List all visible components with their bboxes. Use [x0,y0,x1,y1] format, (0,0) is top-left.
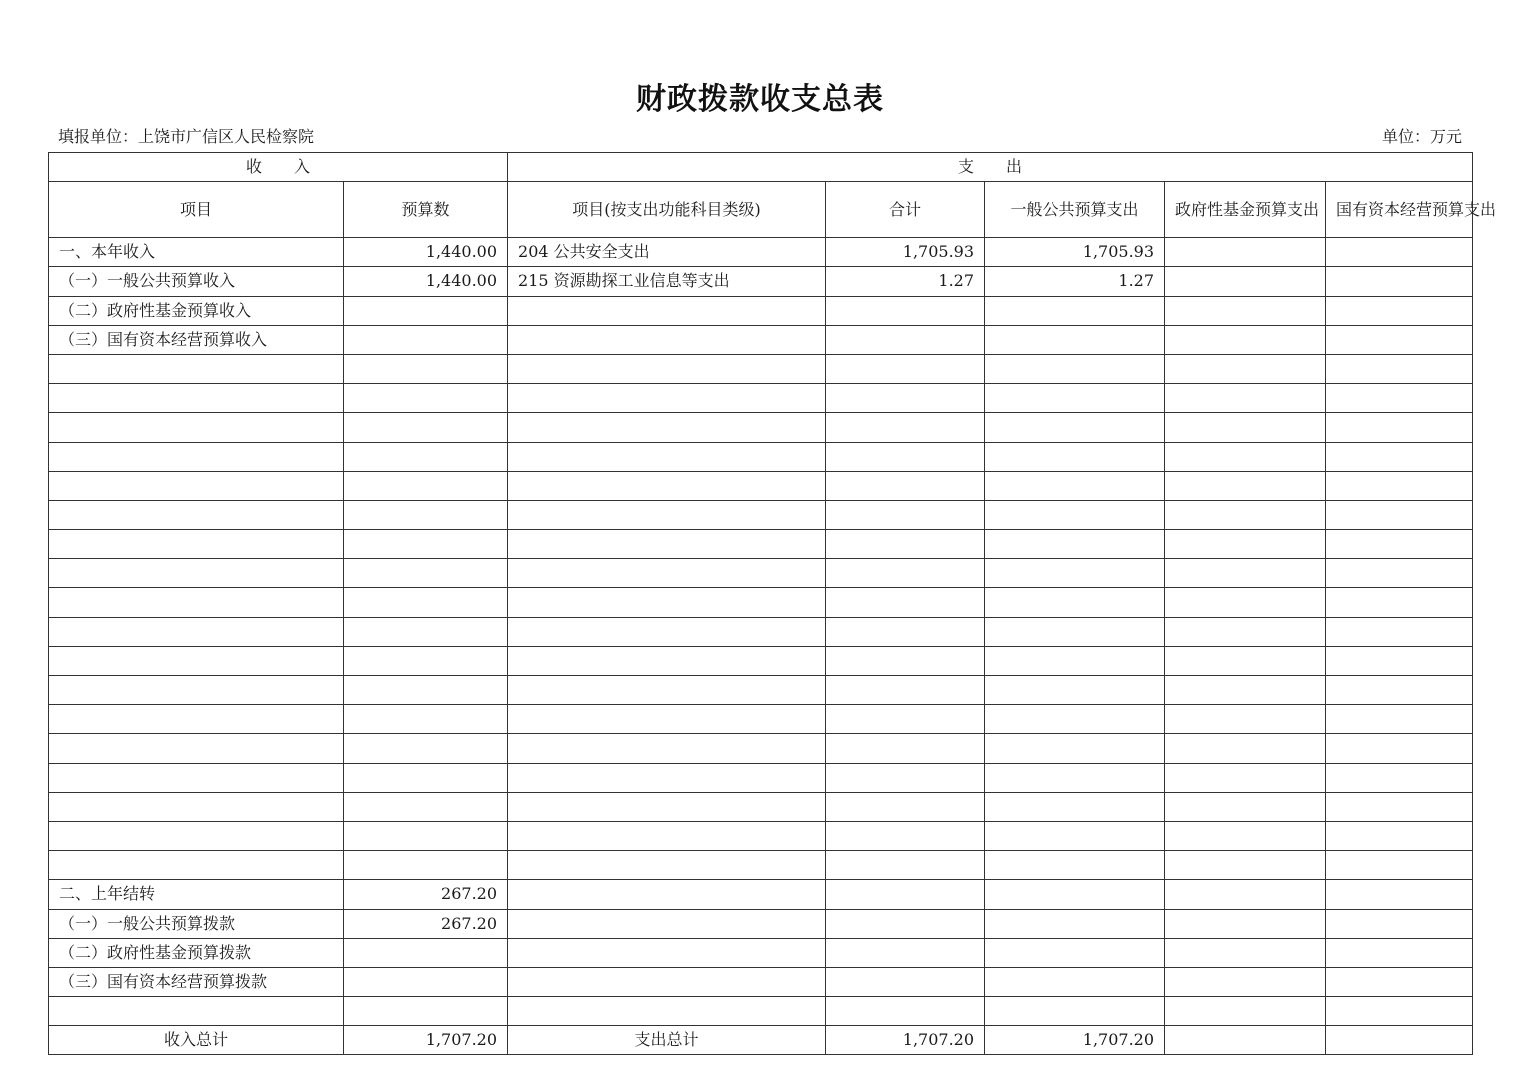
budget-cell [344,821,508,850]
gov-fund-cell [1165,851,1326,880]
expense-item-cell [508,588,826,617]
general-budget-cell [985,909,1165,938]
table-row [49,821,1473,850]
expense-item-cell: 204 公共安全支出 [508,238,826,267]
table-row [49,734,1473,763]
budget-cell: 1,440.00 [344,267,508,296]
income-item-cell [49,384,344,413]
gov-fund-cell [1165,413,1326,442]
income-item-cell [49,821,344,850]
table-row [49,471,1473,500]
gov-fund-cell [1165,442,1326,471]
budget-cell [344,500,508,529]
table-row [49,267,1473,296]
table-row [49,354,1473,383]
state-capital-cell [1326,880,1473,909]
income-item-cell [49,413,344,442]
expense-state-capital-total [1326,1026,1473,1055]
gov-fund-cell [1165,530,1326,559]
total-cell [826,471,985,500]
income-item-cell: 二、上年结转 [49,880,344,909]
expense-item-cell [508,559,826,588]
general-budget-cell [985,705,1165,734]
expense-gov-fund-total [1165,1026,1326,1055]
header-row-columns [49,182,1473,238]
table-row [49,880,1473,909]
general-budget-cell [985,938,1165,967]
col-header-general: 一般公共预算支出 [985,182,1165,238]
state-capital-cell [1326,909,1473,938]
budget-cell [344,617,508,646]
table-row [49,325,1473,354]
general-budget-cell [985,821,1165,850]
total-cell [826,588,985,617]
table-row [49,792,1473,821]
budget-cell: 1,440.00 [344,238,508,267]
expense-item-cell [508,413,826,442]
state-capital-cell [1326,997,1473,1026]
income-item-cell [49,851,344,880]
state-capital-cell [1326,967,1473,996]
general-budget-cell [985,646,1165,675]
col-header-state-capital: 国有资本经营预算支出 [1326,182,1473,238]
table-row [49,442,1473,471]
budget-cell [344,530,508,559]
state-capital-cell [1326,384,1473,413]
currency-unit: 单位：万元 [1381,127,1462,146]
total-cell [826,325,985,354]
gov-fund-cell [1165,997,1326,1026]
table-row [49,851,1473,880]
general-budget-cell [985,530,1165,559]
income-item-cell: （三）国有资本经营预算收入 [49,325,344,354]
expense-item-cell [508,617,826,646]
expense-item-cell [508,821,826,850]
table-row [49,938,1473,967]
budget-cell [344,471,508,500]
income-item-cell [49,471,344,500]
expense-item-cell [508,705,826,734]
state-capital-cell [1326,734,1473,763]
general-budget-cell [985,851,1165,880]
table-row [49,559,1473,588]
gov-fund-cell [1165,676,1326,705]
total-cell [826,500,985,529]
general-budget-cell [985,997,1165,1026]
income-item-cell [49,500,344,529]
state-capital-cell [1326,442,1473,471]
col-header-item: 项目 [49,182,344,238]
gov-fund-cell [1165,354,1326,383]
state-capital-cell [1326,238,1473,267]
table-row [49,705,1473,734]
expense-total-value: 1,707.20 [826,1026,985,1055]
total-cell: 1,705.93 [826,238,985,267]
state-capital-cell [1326,530,1473,559]
table-row [49,588,1473,617]
total-cell [826,938,985,967]
budget-cell [344,325,508,354]
general-budget-cell [985,559,1165,588]
income-item-cell: 一、本年收入 [49,238,344,267]
gov-fund-cell [1165,384,1326,413]
general-budget-cell [985,734,1165,763]
gov-fund-cell [1165,967,1326,996]
gov-fund-cell [1165,296,1326,325]
gov-fund-cell [1165,792,1326,821]
general-budget-cell [985,967,1165,996]
total-cell [826,296,985,325]
totals-row [49,1026,1473,1055]
budget-cell [344,967,508,996]
budget-cell [344,705,508,734]
state-capital-cell [1326,471,1473,500]
gov-fund-cell [1165,617,1326,646]
total-cell [826,442,985,471]
state-capital-cell [1326,500,1473,529]
gov-fund-cell [1165,909,1326,938]
table-row [49,763,1473,792]
general-budget-cell [985,792,1165,821]
general-budget-cell: 1.27 [985,267,1165,296]
income-item-cell [49,588,344,617]
budget-cell [344,588,508,617]
expense-item-cell [508,909,826,938]
expense-item-cell [508,967,826,996]
income-header: 收 入 [49,153,508,182]
col-header-total: 合计 [826,182,985,238]
expense-header: 支 出 [508,153,1473,182]
budget-cell [344,442,508,471]
state-capital-cell [1326,296,1473,325]
general-budget-cell [985,384,1165,413]
budget-cell [344,296,508,325]
expense-item-cell [508,792,826,821]
general-budget-cell [985,413,1165,442]
income-item-cell [49,705,344,734]
gov-fund-cell [1165,938,1326,967]
total-cell [826,559,985,588]
budget-cell [344,763,508,792]
income-item-cell: （三）国有资本经营预算拨款 [49,967,344,996]
state-capital-cell [1326,792,1473,821]
budget-cell [344,851,508,880]
gov-fund-cell [1165,588,1326,617]
gov-fund-cell [1165,325,1326,354]
table-row [49,909,1473,938]
total-cell [826,354,985,383]
general-budget-cell [985,588,1165,617]
state-capital-cell [1326,938,1473,967]
general-budget-cell [985,442,1165,471]
total-cell [826,384,985,413]
total-cell [826,909,985,938]
total-cell [826,530,985,559]
gov-fund-cell [1165,705,1326,734]
income-item-cell [49,530,344,559]
filler-unit: 填报单位：上饶市广信区人民检察院 [58,127,315,146]
state-capital-cell [1326,676,1473,705]
state-capital-cell [1326,325,1473,354]
gov-fund-cell [1165,500,1326,529]
income-item-cell [49,676,344,705]
income-item-cell [49,442,344,471]
table-row [49,238,1473,267]
col-header-gov-fund: 政府性基金预算支出 [1165,182,1326,238]
table-row [49,997,1473,1026]
total-cell [826,763,985,792]
table-row [49,384,1473,413]
expense-item-cell [508,676,826,705]
total-cell [826,646,985,675]
gov-fund-cell [1165,559,1326,588]
budget-cell [344,792,508,821]
expense-general-total: 1,707.20 [985,1026,1165,1055]
budget-cell [344,384,508,413]
income-item-cell [49,997,344,1026]
general-budget-cell [985,617,1165,646]
expense-item-cell [508,530,826,559]
gov-fund-cell [1165,734,1326,763]
income-item-cell [49,646,344,675]
expense-item-cell [508,500,826,529]
expense-item-cell [508,442,826,471]
expense-item-cell [508,471,826,500]
total-cell [826,792,985,821]
expense-item-cell [508,734,826,763]
general-budget-cell [985,325,1165,354]
gov-fund-cell [1165,821,1326,850]
expense-item-cell [508,763,826,792]
general-budget-cell: 1,705.93 [985,238,1165,267]
general-budget-cell [985,880,1165,909]
state-capital-cell [1326,267,1473,296]
total-cell [826,705,985,734]
gov-fund-cell [1165,238,1326,267]
col-header-budget: 预算数 [344,182,508,238]
budget-cell [344,354,508,383]
budget-cell [344,938,508,967]
budget-cell [344,997,508,1026]
income-item-cell: （一）一般公共预算拨款 [49,909,344,938]
total-cell [826,413,985,442]
expense-total-label: 支出总计 [508,1026,826,1055]
income-item-cell [49,559,344,588]
gov-fund-cell [1165,763,1326,792]
fiscal-appropriation-table [48,152,1497,1055]
income-item-cell [49,792,344,821]
state-capital-cell [1326,617,1473,646]
total-cell [826,734,985,763]
total-cell [826,676,985,705]
income-total-label: 收入总计 [49,1026,344,1055]
table-row [49,617,1473,646]
total-cell [826,617,985,646]
income-item-cell [49,734,344,763]
income-total-value: 1,707.20 [344,1026,508,1055]
table-row [49,646,1473,675]
expense-item-cell [508,938,826,967]
table-row [49,530,1473,559]
expense-item-cell [508,880,826,909]
expense-item-cell [508,997,826,1026]
total-cell [826,851,985,880]
table-row [49,413,1473,442]
gov-fund-cell [1165,646,1326,675]
income-item-cell: （一）一般公共预算收入 [49,267,344,296]
general-budget-cell [985,471,1165,500]
state-capital-cell [1326,354,1473,383]
budget-cell [344,676,508,705]
table-row [49,296,1473,325]
state-capital-cell [1326,413,1473,442]
general-budget-cell [985,763,1165,792]
total-cell [826,821,985,850]
state-capital-cell [1326,705,1473,734]
state-capital-cell [1326,851,1473,880]
table-row [49,500,1473,529]
gov-fund-cell [1165,267,1326,296]
general-budget-cell [985,296,1165,325]
gov-fund-cell [1165,471,1326,500]
general-budget-cell [985,676,1165,705]
budget-cell: 267.20 [344,880,508,909]
expense-item-cell [508,296,826,325]
expense-item-cell [508,384,826,413]
budget-cell: 267.20 [344,909,508,938]
col-header-expense-item: 项目(按支出功能科目类级) [508,182,826,238]
page-title: 财政拨款收支总表 [636,82,884,117]
income-item-cell: （二）政府性基金预算收入 [49,296,344,325]
expense-item-cell [508,325,826,354]
state-capital-cell [1326,646,1473,675]
table-row [49,967,1473,996]
state-capital-cell [1326,821,1473,850]
income-item-cell [49,617,344,646]
expense-item-cell [508,646,826,675]
income-item-cell [49,354,344,383]
state-capital-cell [1326,588,1473,617]
total-cell [826,997,985,1026]
table-row [49,676,1473,705]
gov-fund-cell [1165,880,1326,909]
expense-item-cell: 215 资源勘探工业信息等支出 [508,267,826,296]
total-cell: 1.27 [826,267,985,296]
budget-cell [344,734,508,763]
income-item-cell: （二）政府性基金预算拨款 [49,938,344,967]
total-cell [826,967,985,996]
expense-item-cell [508,354,826,383]
general-budget-cell [985,354,1165,383]
budget-cell [344,413,508,442]
general-budget-cell [985,500,1165,529]
state-capital-cell [1326,559,1473,588]
budget-cell [344,559,508,588]
state-capital-cell [1326,763,1473,792]
income-item-cell [49,763,344,792]
budget-cell [344,646,508,675]
header-row-groups [49,153,1473,182]
total-cell [826,880,985,909]
expense-item-cell [508,851,826,880]
